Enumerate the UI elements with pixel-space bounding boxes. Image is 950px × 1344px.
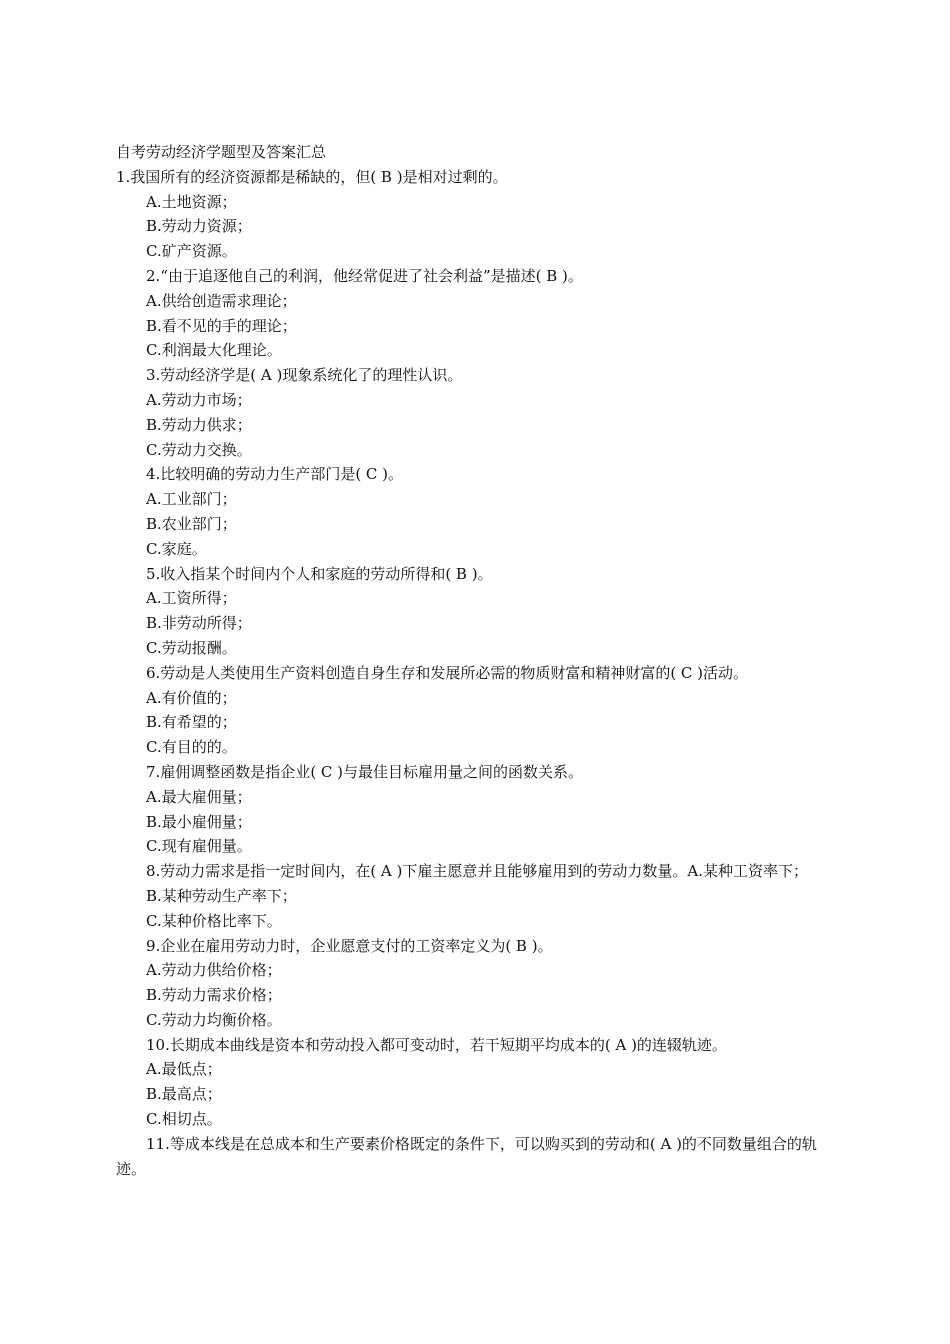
question-4-option-c: C.家庭。 — [146, 539, 207, 558]
question-3-option-a: A.劳动力市场； — [146, 390, 252, 409]
question-2-option-c: C.利润最大化理论。 — [146, 341, 282, 360]
question-2-option-b: B.看不见的手的理论； — [146, 316, 297, 335]
question-10-text: 10.长期成本曲线是资本和劳动投入都可变动时，若干短期平均成本的( A )的连辍轨迹。 — [146, 1035, 727, 1054]
question-6-option-b: B.有希望的； — [146, 713, 237, 732]
document-body — [116, 140, 840, 1181]
question-9-option-b: B.劳动力需求价格； — [146, 986, 282, 1005]
question-6-option-a: A.有价值的； — [146, 688, 237, 707]
question-7-option-c: C.现有雇佣量。 — [146, 837, 252, 856]
question-1-option-a: A.土地资源； — [146, 192, 237, 211]
question-5-option-a: A.工资所得； — [146, 589, 237, 608]
question-10-option-a: A.最低点； — [146, 1060, 222, 1079]
question-5-option-c: C.劳动报酬。 — [146, 638, 237, 657]
question-1-option-b: B.劳动力资源； — [146, 217, 252, 236]
question-8-option-c: C.某种价格比率下。 — [146, 911, 282, 930]
question-7-option-b: B.最小雇佣量； — [146, 812, 252, 831]
question-1-text: 1.我国所有的经济资源都是稀缺的，但( B )是相对过剩的。 — [116, 167, 508, 186]
question-9-option-c: C.劳动力均衡价格。 — [146, 1010, 282, 1029]
question-5-option-b: B.非劳动所得； — [146, 614, 252, 633]
question-8-text: 8.劳动力需求是指一定时间内，在( A )下雇主愿意并且能够雇用到的劳动力数量。A.某种工资率下； — [146, 862, 808, 881]
question-3-option-c: C.劳动力交换。 — [146, 440, 252, 459]
question-10-option-c: C.相切点。 — [146, 1110, 222, 1129]
question-5-text: 5.收入指某个时间内个人和家庭的劳动所得和( B )。 — [146, 564, 493, 583]
question-7-text: 7.雇佣调整函数是指企业( C )与最佳目标雇用量之间的函数关系。 — [146, 762, 584, 781]
question-1-option-c: C.矿产资源。 — [146, 242, 237, 261]
question-10-option-b: B.最高点； — [146, 1085, 222, 1104]
question-4-text: 4.比较明确的劳动力生产部门是( C )。 — [146, 465, 404, 484]
question-3-option-b: B.劳动力供求； — [146, 415, 252, 434]
question-6-text: 6.劳动是人类使用生产资料创造自身生存和发展所必需的物质财富和精神财富的( C )活动。 — [146, 663, 749, 682]
question-7-option-a: A.最大雇佣量； — [146, 787, 252, 806]
question-4-option-b: B.农业部门； — [146, 514, 237, 533]
document-title: 自考劳动经济学题型及答案汇总 — [116, 143, 327, 161]
question-3-text: 3.劳动经济学是( A )现象系统化了的理性认识。 — [146, 366, 463, 385]
question-2-option-a: A.供给创造需求理论； — [146, 291, 297, 310]
question-4-option-a: A.工业部门； — [146, 490, 237, 509]
question-6-option-c: C.有目的的。 — [146, 738, 237, 757]
question-9-text: 9.企业在雇用劳动力时，企业愿意支付的工资率定义为( B )。 — [146, 936, 553, 955]
question-2-text: 2.“由于追逐他自己的利润，他经常促进了社会利益”是描述( B )。 — [146, 266, 583, 285]
question-11-text: 11.等成本线是在总成本和生产要素价格既定的条件下，可以购买到的劳动和( A )的不同数量组合的轨迹。 — [116, 1134, 817, 1178]
question-8-option-b: B.某种劳动生产率下； — [146, 886, 297, 905]
question-9-option-a: A.劳动力供给价格； — [146, 961, 282, 980]
